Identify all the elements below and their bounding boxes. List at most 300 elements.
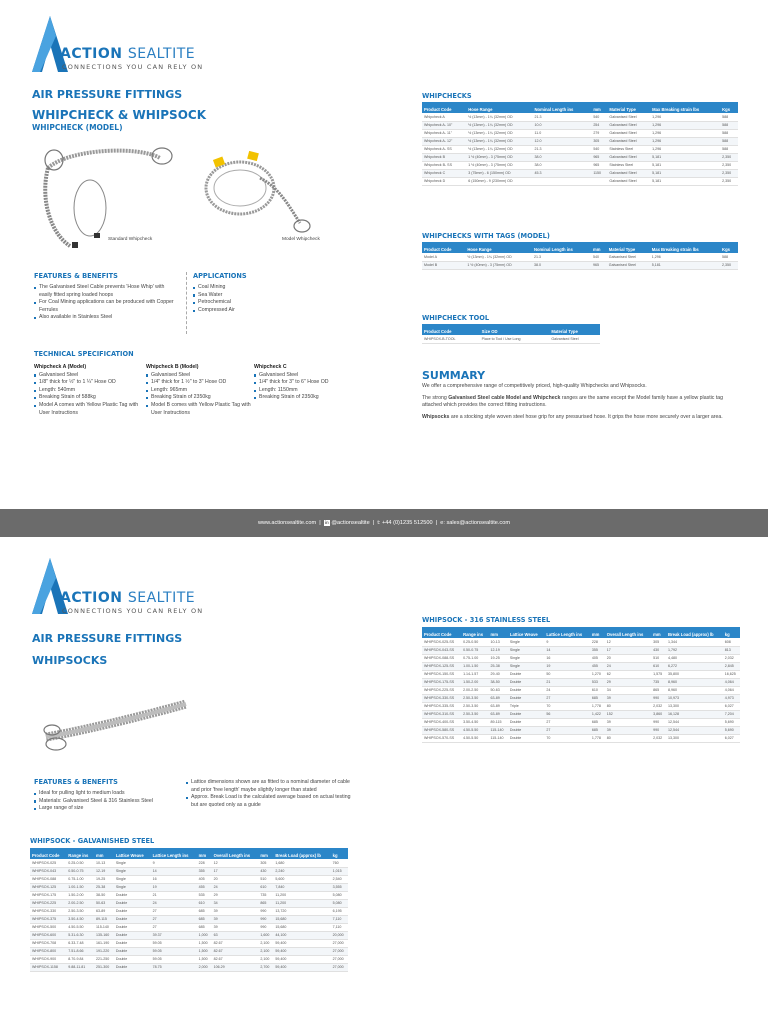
table-cell: 39 — [605, 718, 651, 726]
galv-table — [30, 848, 348, 972]
table-cell: 4,480 — [666, 654, 723, 662]
table-cell: 12,544 — [666, 726, 723, 734]
table-cell: 1 ½ (40mm) - 3 (75mm) OD — [465, 261, 532, 269]
table-header-cell: Break Load (approx) lb — [666, 627, 723, 638]
table-cell: 2,700 — [258, 963, 273, 971]
list-item: Coal Mining — [193, 284, 313, 292]
table-cell: WHIPSOX-330 — [30, 907, 66, 915]
footer-sep: | — [435, 520, 438, 526]
table-cell: 1,270 — [590, 670, 605, 678]
table-cell: 25-38 — [94, 883, 114, 891]
table-cell: 6,027 — [723, 702, 740, 710]
table-cell: 2.00-2.50 — [66, 899, 94, 907]
table-header-cell: Nominal Length ins — [532, 242, 591, 253]
table-cell: Double — [114, 899, 151, 907]
table-cell: 3 (75mm) - 6 (150mm) OD — [466, 169, 532, 177]
table-cell: 20,000 — [331, 931, 348, 939]
table-cell: 1,778 — [590, 702, 605, 710]
table-cell: 2.50-3.50 — [461, 702, 488, 710]
table-cell: 228 — [197, 859, 212, 867]
caption-model: Model Whipcheck — [282, 237, 320, 242]
table-header-cell: Hose Range — [466, 102, 532, 113]
table-cell: 430 — [651, 646, 666, 654]
table-cell: 5,181 — [650, 153, 720, 161]
table-cell: 8,960 — [666, 678, 723, 686]
table-cell: 588 — [720, 113, 738, 121]
table-header-cell: kg — [723, 627, 740, 638]
table-cell: 279 — [591, 129, 607, 137]
table-cell: Single — [508, 654, 544, 662]
table-row — [30, 939, 348, 947]
page-title: AIR PRESSURE FITTINGS — [32, 88, 183, 101]
table-cell: 63-89 — [489, 702, 508, 710]
table-cell: 21.3 — [533, 113, 592, 121]
tech-spec-columns — [34, 364, 394, 444]
table-cell: 27 — [544, 694, 590, 702]
logo — [30, 14, 210, 74]
table-cell: Single — [114, 859, 151, 867]
table-cell: 405 — [197, 875, 212, 883]
table-row — [30, 947, 348, 955]
table-cell: 760 — [331, 859, 348, 867]
table-header-cell: Overall Length ins — [212, 848, 259, 859]
table-cell: 21 — [544, 678, 590, 686]
page-title: AIR PRESSURE FITTINGS — [32, 632, 183, 645]
table-cell: Single — [508, 662, 544, 670]
table-cell: 254 — [591, 121, 607, 129]
table-cell: 39 — [212, 923, 259, 931]
table-cell: 990 — [258, 915, 273, 923]
table-cell: 135-160 — [94, 931, 114, 939]
table-row — [422, 710, 740, 718]
table-cell: 10-13 — [94, 859, 114, 867]
table-cell: 80 — [605, 734, 651, 742]
table-cell: 11,200 — [273, 891, 330, 899]
table-cell: 510 — [258, 875, 273, 883]
list-item: 1/4" thick for 1 ½" to 3" Hose OD — [146, 379, 254, 387]
table-header-cell: mm — [258, 848, 273, 859]
table-cell: 6,272 — [666, 662, 723, 670]
summary-text — [422, 383, 740, 421]
table-cell: 78.75 — [151, 963, 197, 971]
table-cell: 965 — [591, 161, 607, 169]
table-cell: WHIPSOX-225-SS — [422, 686, 461, 694]
features-list — [34, 790, 184, 813]
table-header-cell: Nominal Length ins — [533, 102, 592, 113]
table-cell: 2,032 — [651, 702, 666, 710]
table-cell: Whipcheck B- SS — [422, 161, 466, 169]
list-item: Materials: Galvanised Steel & 316 Stainless Steel — [34, 798, 184, 806]
table-cell: 8.70-9.84 — [66, 955, 94, 963]
table-cell: 4.50-5.50 — [461, 726, 488, 734]
divider — [186, 272, 187, 334]
table-cell: 4,064 — [723, 686, 740, 694]
footer-email[interactable]: e: sales@actionsealtite.com — [440, 520, 510, 526]
table-cell: 19 — [151, 883, 197, 891]
table-header-row — [30, 848, 348, 859]
table-cell: 1.00-1.50 — [461, 662, 488, 670]
table-header-cell: Overall Length ins — [605, 627, 651, 638]
table-cell: 1,500 — [197, 955, 212, 963]
table-cell: 2,100 — [258, 947, 273, 955]
table-cell: 533 — [590, 678, 605, 686]
table-cell: 3.50-4.50 — [66, 915, 94, 923]
table-cell: Stainless Steel — [607, 145, 650, 153]
table-header-row — [422, 324, 600, 335]
table-cell: 1,296 — [650, 137, 720, 145]
table-cell: 588 — [720, 253, 738, 261]
table-header-cell: Product Code — [422, 627, 461, 638]
table-cell: 588 — [720, 145, 738, 153]
table-cell: 59.05 — [151, 947, 197, 955]
table-row — [422, 261, 738, 269]
table-row — [30, 955, 348, 963]
list-item: Lattice dimensions shown are as fitted to a nominal diameter of cable and prior 'free length' maybe slightly longer than stated — [186, 779, 354, 794]
table-cell: 5,181 — [650, 161, 720, 169]
table-cell: 59,400 — [273, 947, 330, 955]
table-cell: WHIPSOX-600 — [30, 931, 66, 939]
table-row — [422, 686, 740, 694]
table-cell: 27,000 — [331, 963, 348, 971]
table-cell: 9 — [151, 859, 197, 867]
table-header-cell: Kgs — [720, 242, 738, 253]
table-cell: 14 — [544, 646, 590, 654]
table-cell: 38.0 — [533, 153, 592, 161]
table-cell: 39 — [605, 726, 651, 734]
table-header-cell: mm — [590, 627, 605, 638]
list-item: Large range of size — [34, 805, 184, 813]
table-cell: 13,300 — [666, 702, 723, 710]
model-heading: WHIPCHECK (MODEL) — [32, 123, 123, 132]
table-cell: 27,000 — [331, 947, 348, 955]
table-cell: 50-63 — [94, 899, 114, 907]
list-item: Galvanised Steel — [146, 372, 254, 380]
table-cell: 228 — [590, 638, 605, 646]
table-cell: 63-89 — [489, 694, 508, 702]
table-cell: 27 — [151, 923, 197, 931]
table-cell: 540 — [591, 253, 607, 261]
table-cell: Single — [508, 646, 544, 654]
table-cell: 39.37 — [151, 931, 197, 939]
table-cell: 1,296 — [650, 113, 720, 121]
table-cell: 813 — [723, 646, 740, 654]
table-cell: 9 — [544, 638, 590, 646]
table-row — [422, 702, 740, 710]
brand-tagline: CONNECTIONS YOU CAN RELY ON — [62, 607, 204, 615]
table-cell: Double — [114, 947, 151, 955]
table-cell: 27 — [151, 915, 197, 923]
table-cell: Galvanised Steel — [607, 177, 650, 185]
table-cell: 5.31-6.30 — [66, 931, 94, 939]
table-cell: 2,350 — [720, 261, 738, 269]
table-cell: 990 — [651, 726, 666, 734]
table-cell: WHIPSOX-310-SS — [422, 710, 461, 718]
table-cell: 0.25-0.50 — [461, 638, 488, 646]
table-cell: Galvanised Steel — [607, 129, 650, 137]
table-cell: 5,181 — [650, 177, 720, 185]
table-cell: 12,544 — [666, 718, 723, 726]
table-cell: Galvanised Steel — [607, 253, 650, 261]
table-row — [422, 734, 740, 742]
footer-web-link[interactable]: www.actionsealtite.com — [257, 520, 317, 526]
table-cell: WHIPSOX-335-SS — [422, 702, 461, 710]
table-cell: WHIPSOX-708 — [30, 939, 66, 947]
table-cell: 27 — [544, 718, 590, 726]
table-cell: 63-89 — [94, 907, 114, 915]
footer-social[interactable]: @actionsealtite — [331, 520, 370, 526]
list-item: Length: 540mm — [34, 387, 142, 395]
ss-table — [422, 627, 740, 743]
table-cell: 70 — [544, 702, 590, 710]
applications-list — [193, 284, 313, 314]
table-row — [30, 875, 348, 883]
table-cell: 20 — [605, 654, 651, 662]
table-cell: Whipcheck A- 10" — [422, 121, 466, 129]
list-item: Ideal for pulling light to medium loads — [34, 790, 184, 798]
table-cell: 2,032 — [651, 734, 666, 742]
table-cell: 5,181 — [650, 169, 720, 177]
table-cell: 12 — [212, 859, 259, 867]
table-cell: Double — [114, 891, 151, 899]
table-cell: 11.0 — [533, 129, 592, 137]
table-cell: 535 — [197, 891, 212, 899]
table-cell: 13,720 — [273, 907, 330, 915]
table-row — [422, 137, 738, 145]
table-cell: 2,845 — [723, 662, 740, 670]
table-cell: 9.88-11.81 — [66, 963, 94, 971]
table-cell: 990 — [258, 907, 273, 915]
table-cell — [591, 177, 607, 185]
table-cell: 990 — [651, 694, 666, 702]
table-row — [30, 859, 348, 867]
table-row — [30, 883, 348, 891]
table-header-cell: Product Code — [422, 242, 465, 253]
list-item: Also available in Stainless Steel — [34, 314, 176, 322]
table-cell: 10-13 — [489, 638, 508, 646]
table-cell: 115-140 — [94, 923, 114, 931]
table-header-cell: Break Load (approx) lb — [273, 848, 330, 859]
table-cell: 1,296 — [650, 121, 720, 129]
features-list — [34, 284, 176, 322]
table-cell: Double — [114, 955, 151, 963]
table-row — [30, 899, 348, 907]
table-cell: 455 — [590, 662, 605, 670]
table-header-cell: Lattice Weave — [508, 627, 544, 638]
table-cell: 1.50-2.00 — [461, 678, 488, 686]
table-row — [422, 153, 738, 161]
table-cell: 455 — [197, 883, 212, 891]
tech-col-b — [146, 364, 254, 417]
table-cell: Galvanised Steel — [607, 113, 650, 121]
summary-heading: SUMMARY — [422, 369, 486, 382]
table-cell: 56 — [544, 710, 590, 718]
table-cell: 588 — [720, 129, 738, 137]
table-cell: Single — [114, 883, 151, 891]
table-cell: 0.75-1.00 — [66, 875, 94, 883]
table-cell: 16 — [544, 654, 590, 662]
whipchecks-heading: WHIPCHECKS — [422, 92, 472, 100]
table-cell: 251-300 — [94, 963, 114, 971]
table-row — [422, 646, 740, 654]
table-cell: 2,032 — [723, 654, 740, 662]
table-cell: 80 — [605, 702, 651, 710]
table-cell: Galvanised Steel — [607, 153, 650, 161]
list-item: Model A comes with Yellow Plastic Tag with User Instructions — [34, 402, 142, 417]
table-cell: 10.0 — [533, 121, 592, 129]
table-cell: Model A — [422, 253, 465, 261]
table-row — [422, 718, 740, 726]
tech-col-title: Whipcheck A (Model) — [34, 364, 87, 370]
table-row — [422, 638, 740, 646]
table-cell: 12-19 — [94, 867, 114, 875]
table-cell: Double — [114, 907, 151, 915]
features-heading: FEATURES & BENEFITS — [34, 778, 118, 786]
table-cell: Galvanised Steel — [549, 335, 600, 343]
table-row — [422, 670, 740, 678]
table-cell: 685 — [590, 718, 605, 726]
whipchecks-table — [422, 102, 738, 186]
page-subtitle: WHIPSOCKS — [32, 654, 108, 667]
table-cell: Single — [114, 875, 151, 883]
table-cell: 27,000 — [331, 939, 348, 947]
footer-phone: t: +44 (0)1235 512500 — [377, 520, 433, 526]
table-cell: WHIPSOX-330-SS — [422, 694, 461, 702]
table-cell: 7,204 — [723, 710, 740, 718]
table-row — [422, 335, 600, 343]
table-cell: WHIPSOX-088 — [30, 875, 66, 883]
linkedin-icon[interactable]: in — [324, 519, 329, 525]
table-cell: 12-19 — [489, 646, 508, 654]
table-header-row — [422, 102, 738, 113]
table-cell: Double — [508, 686, 544, 694]
table-cell: ½ (13mm) - 1¼ (32mm) OD — [466, 113, 532, 121]
table-cell: Double — [508, 678, 544, 686]
table-cell: 1.50-2.00 — [66, 891, 94, 899]
summary-bold: Whipsocks — [422, 413, 450, 420]
standard-whipcheck-image — [30, 138, 180, 253]
table-cell: 39 — [212, 915, 259, 923]
table-header-cell: Hose Range — [465, 242, 532, 253]
table-row — [422, 694, 740, 702]
table-cell: 59,400 — [273, 955, 330, 963]
footer-sep: | — [372, 520, 375, 526]
table-cell: 1150 — [591, 169, 607, 177]
table-cell: 510 — [651, 654, 666, 662]
table-cell: 1,500 — [197, 947, 212, 955]
galv-heading: WHIPSOCK - GALVANISHED STEEL — [30, 837, 155, 845]
table-cell: 7.51-8.66 — [66, 947, 94, 955]
table-cell: 63-89 — [489, 710, 508, 718]
table-cell: 990 — [651, 718, 666, 726]
table-cell: WHIPSOX-800 — [30, 947, 66, 955]
table-cell: WHIPSOX-375 — [30, 915, 66, 923]
applications-heading: APPLICATIONS — [193, 272, 247, 280]
tech-col-c — [254, 364, 364, 402]
list-item: Galvanised Steel — [34, 372, 142, 380]
table-cell: 2,350 — [720, 169, 738, 177]
table-cell: 305 — [651, 638, 666, 646]
table-header-cell: Range ins — [66, 848, 94, 859]
tech-col-a — [34, 364, 142, 417]
table-row — [422, 113, 738, 121]
table-row — [422, 177, 738, 185]
table-cell: 685 — [197, 923, 212, 931]
table-cell: Double — [114, 915, 151, 923]
table-cell: 1,680 — [273, 859, 330, 867]
table-cell: 24 — [151, 899, 197, 907]
table-header-row — [422, 242, 738, 253]
table-cell: 2.00-2.50 — [461, 686, 488, 694]
table-cell: 27 — [544, 726, 590, 734]
list-item: Length: 1150mm — [254, 387, 364, 395]
table-row — [30, 963, 348, 971]
summary-paragraph — [422, 414, 740, 422]
table-cell: WHIPSOX-125-SS — [422, 662, 461, 670]
table-cell: 11,200 — [273, 899, 330, 907]
table-cell: 19-25 — [94, 875, 114, 883]
list-item: The Galvanised Steel Cable prevents 'Hose Whip' with easily fitted spring loaded hoops — [34, 284, 176, 299]
list-item: Compressed Air — [193, 307, 313, 315]
table-row — [422, 129, 738, 137]
table-cell: 735 — [651, 678, 666, 686]
table-cell: 2,100 — [258, 939, 273, 947]
table-cell: ½ (13mm) - 1¼ (32mm) OD — [465, 253, 532, 261]
table-cell: 5,600 — [273, 875, 330, 883]
table-cell: Double — [508, 734, 544, 742]
list-item: Approx. Break Load is the calculated average based on actual testing but are quoted only as a guide — [186, 794, 354, 809]
table-cell: 1,792 — [666, 646, 723, 654]
tech-col-title: Whipcheck C — [254, 364, 287, 370]
table-cell: 21.3 — [532, 253, 591, 261]
table-cell: 1,500 — [197, 939, 212, 947]
table-cell: WHIPSOX-175-SS — [422, 678, 461, 686]
table-cell: 16,128 — [666, 710, 723, 718]
summary-bold: Galvanised Steel cable Model and Whipcheck — [448, 394, 561, 401]
table-cell: 70 — [544, 734, 590, 742]
footer-band — [0, 509, 768, 537]
whipchecks-table-wrap — [422, 102, 738, 186]
table-row — [422, 161, 738, 169]
table-cell: 50-63 — [489, 686, 508, 694]
table-cell: 6 (150mm) - 9 (230mm) OD — [466, 177, 532, 185]
table-cell: 2.50-3.50 — [461, 710, 488, 718]
table-cell: 1.00-1.50 — [66, 883, 94, 891]
tech-spec-heading: TECHNICAL SPECIFICATION — [34, 350, 134, 358]
tech-col-list — [254, 372, 364, 402]
table-cell: 0.50-0.75 — [461, 646, 488, 654]
model-whipcheck-image — [200, 148, 320, 238]
table-cell: 4,064 — [723, 678, 740, 686]
table-cell: 14 — [151, 867, 197, 875]
table-cell: Galvanised Steel — [607, 169, 650, 177]
table-cell: Whipcheck A- SS — [422, 145, 466, 153]
table-cell: 2,350 — [720, 177, 738, 185]
table-cell: 865 — [651, 686, 666, 694]
table-cell: 1 ½ (40mm) - 3 (75mm) OD — [466, 153, 532, 161]
table-cell: 2,100 — [258, 955, 273, 963]
table-cell: 685 — [590, 726, 605, 734]
brand-name-thin: SEALTITE — [127, 590, 196, 606]
table-row — [422, 169, 738, 177]
table-cell: 588 — [720, 121, 738, 129]
list-item: Sea Water — [193, 292, 313, 300]
tech-col-list — [146, 372, 254, 418]
table-row — [422, 121, 738, 129]
table-cell: 1,296 — [650, 145, 720, 153]
table-cell: 82.67 — [212, 955, 259, 963]
summary-text-run: are a stocking style woven steel hose grip for any pressurised hose. It grips the hose more securely over a larger area. — [449, 413, 723, 420]
table-cell: 38-50 — [489, 678, 508, 686]
